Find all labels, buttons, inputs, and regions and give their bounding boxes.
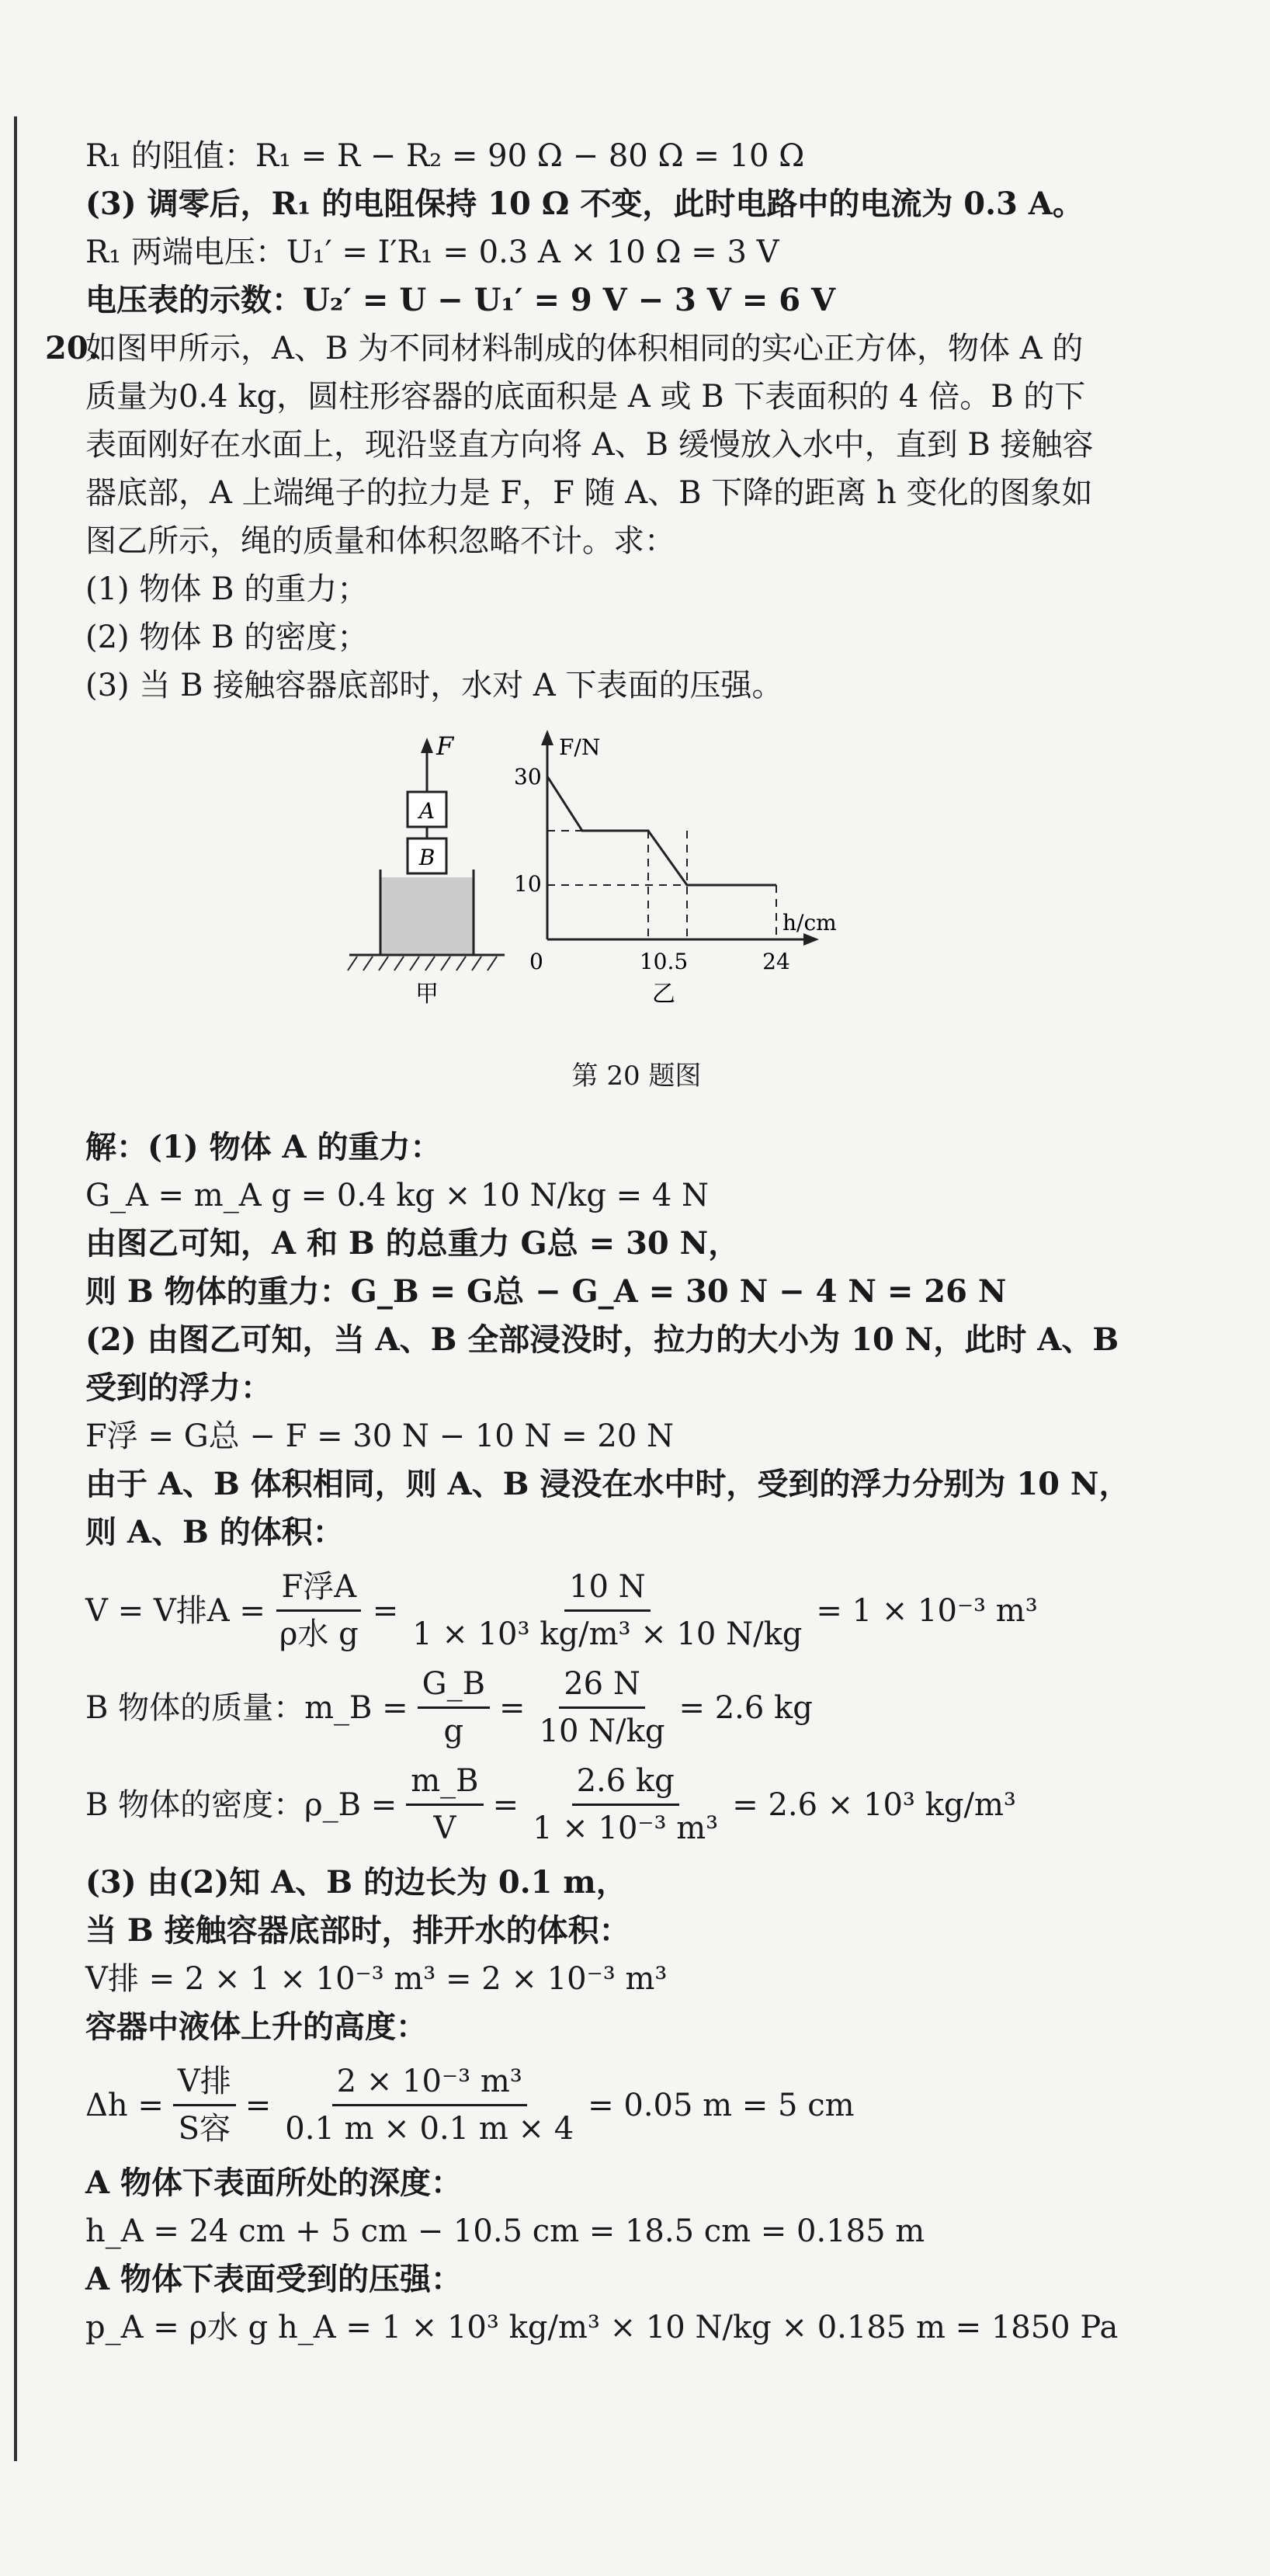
question-text-line: 图乙所示，绳的质量和体积忽略不计。求： bbox=[85, 523, 675, 559]
denominator: V bbox=[433, 1810, 456, 1846]
equation-volume bbox=[85, 1567, 1188, 1654]
solution-line: 解：(1) 物体 A 的重力： bbox=[85, 1129, 442, 1165]
arrow-up-icon bbox=[421, 738, 433, 753]
y-tick-label: 30 bbox=[514, 764, 542, 790]
x-tick-label: 10.5 bbox=[639, 949, 689, 974]
numerator: 2 × 10⁻³ m³ bbox=[332, 2062, 527, 2106]
solution-line: A 物体下表面所处的深度： bbox=[85, 2165, 462, 2201]
numerator: G_B bbox=[418, 1665, 490, 1709]
eq-rhs: = 0.05 m = 5 cm bbox=[588, 2087, 855, 2123]
series-line-group bbox=[547, 776, 776, 885]
force-height-chart bbox=[514, 730, 837, 1008]
denominator: 0.1 m × 0.1 m × 4 bbox=[285, 2111, 574, 2147]
x-axis-label: h/cm bbox=[782, 910, 837, 936]
force-label: F bbox=[436, 731, 454, 761]
water bbox=[380, 877, 474, 955]
equation-mass bbox=[85, 1665, 1188, 1751]
eq-mid: = bbox=[372, 1592, 399, 1629]
answer-line: 电压表的示数：U₂′ = U − U₁′ = 9 V − 3 V = 6 V bbox=[85, 282, 835, 318]
fraction bbox=[280, 2062, 578, 2148]
figure-svg bbox=[85, 722, 1188, 1048]
x-tick-label: 0 bbox=[529, 949, 543, 974]
denominator: 10 N/kg bbox=[539, 1713, 665, 1749]
figure-caption: 第 20 题图 bbox=[571, 1061, 702, 1092]
question-text-line: 如图甲所示，A、B 为不同材料制成的体积相同的实心正方体，物体 A 的 bbox=[85, 331, 1084, 366]
question-text-line: 器底部，A 上端绳子的拉力是 F，F 随 A、B 下降的距离 h 变化的图象如 bbox=[85, 475, 1093, 511]
container-diagram bbox=[348, 731, 505, 1008]
question-text-line: (2) 物体 B 的密度； bbox=[85, 620, 369, 655]
solution-line: 由于 A、B 体积相同，则 A、B 浸没在水中时，受到的浮力分别为 10 N， bbox=[85, 1466, 1130, 1502]
answer-line: (3) 调零后，R₁ 的电阻保持 10 Ω 不变，此时电路中的电流为 0.3 A。 bbox=[85, 186, 1084, 222]
solution-line: p_A = ρ水 g h_A = 1 × 10³ kg/m³ × 10 N/kg × 0.185 m = 1850 Pa bbox=[85, 2310, 1119, 2345]
jia-label: 甲 bbox=[415, 981, 439, 1008]
question-text-line: (1) 物体 B 的重力； bbox=[85, 571, 369, 607]
fraction bbox=[528, 1762, 723, 1848]
yi-label: 乙 bbox=[652, 981, 675, 1008]
eq-rhs: = 2.6 × 10³ kg/m³ bbox=[732, 1786, 1016, 1823]
denominator: ρ水 g bbox=[279, 1616, 359, 1652]
numerator: m_B bbox=[406, 1762, 483, 1806]
solution-line: 容器中液体上升的高度： bbox=[85, 2008, 427, 2045]
eq-lhs: Δh = bbox=[85, 2087, 164, 2123]
question-text-line: 质量为0.4 kg，圆柱形容器的底面积是 A 或 B 下表面积的 4 倍。B 的下 bbox=[85, 379, 1086, 415]
fraction bbox=[275, 1567, 363, 1654]
denominator: 1 × 10⁻³ m³ bbox=[533, 1810, 719, 1846]
fraction bbox=[535, 1665, 670, 1751]
solution-line: V排 = 2 × 1 × 10⁻³ m³ = 2 × 10⁻³ m³ bbox=[85, 1961, 668, 1997]
fraction bbox=[173, 2062, 236, 2148]
solution-line: (3) 由(2)知 A、B 的边长为 0.1 m， bbox=[85, 1864, 627, 1901]
solution-line: 当 B 接触容器底部时，排开水的体积： bbox=[85, 1912, 630, 1949]
denominator: g bbox=[443, 1713, 464, 1749]
eq-lhs: B 物体的密度：ρ_B = bbox=[85, 1786, 397, 1823]
y-axis-label: F/N bbox=[559, 734, 601, 760]
solution-line: (2) 由图乙可知，当 A、B 全部浸没时，拉力的大小为 10 N，此时 A、B bbox=[85, 1321, 1119, 1358]
eq-mid: = bbox=[499, 1689, 526, 1726]
eq-mid: = bbox=[492, 1786, 519, 1823]
eq-rhs: = 1 × 10⁻³ m³ bbox=[816, 1592, 1038, 1629]
solution-line: F浮 = G总 − F = 30 N − 10 N = 20 N bbox=[85, 1418, 675, 1454]
equation-density bbox=[85, 1762, 1188, 1848]
numerator: 2.6 kg bbox=[572, 1762, 679, 1806]
denominator: 1 × 10³ kg/m³ × 10 N/kg bbox=[412, 1616, 803, 1652]
solution-line: 则 A、B 的体积： bbox=[85, 1514, 344, 1550]
numerator: V排 bbox=[173, 2062, 236, 2106]
block-b-label: B bbox=[418, 845, 435, 870]
page-margin-rule bbox=[14, 116, 17, 2461]
eq-mid: = bbox=[245, 2087, 272, 2123]
question-number: 20. bbox=[45, 330, 99, 366]
numerator: 10 N bbox=[564, 1567, 651, 1612]
denominator: S容 bbox=[178, 2111, 231, 2147]
numerator: 26 N bbox=[559, 1665, 645, 1709]
question-text-line: 表面刚好在水面上，现沿竖直方向将 A、B 缓慢放入水中，直到 B 接触容 bbox=[85, 427, 1094, 463]
solution-line: A 物体下表面受到的压强： bbox=[85, 2261, 462, 2297]
fraction bbox=[406, 1762, 483, 1848]
question-20 bbox=[45, 325, 1188, 710]
solution-line: h_A = 24 cm + 5 cm − 10.5 cm = 18.5 cm = 0.185 m bbox=[85, 2213, 925, 2249]
solution-line: 则 B 物体的重力：G_B = G总 − G_A = 30 N − 4 N = 26 N bbox=[85, 1273, 1007, 1310]
equation-height-rise bbox=[85, 2062, 1188, 2148]
solution-block bbox=[85, 1123, 1188, 2352]
eq-lhs: B 物体的质量：m_B = bbox=[85, 1689, 408, 1726]
numerator: F浮A bbox=[276, 1567, 361, 1612]
series-line bbox=[547, 776, 776, 885]
page-content bbox=[45, 132, 1188, 2352]
question-text-line: (3) 当 B 接触容器底部时，水对 A 下表面的压强。 bbox=[85, 668, 783, 703]
fraction bbox=[408, 1567, 807, 1654]
eq-rhs: = 2.6 kg bbox=[678, 1689, 813, 1726]
ground-hatch bbox=[348, 956, 497, 970]
y-tick-label: 10 bbox=[514, 871, 542, 897]
previous-answer-block bbox=[85, 132, 1188, 325]
y-axis-arrow-icon bbox=[541, 730, 553, 745]
answer-line: R₁ 的阻值：R₁ = R − R₂ = 90 Ω − 80 Ω = 10 Ω bbox=[85, 138, 805, 174]
solution-line: G_A = m_A g = 0.4 kg × 10 N/kg = 4 N bbox=[85, 1178, 710, 1213]
fraction bbox=[418, 1665, 490, 1751]
eq-lhs: V = V排A = bbox=[85, 1592, 265, 1629]
block-a-label: A bbox=[418, 798, 435, 824]
answer-line: R₁ 两端电压：U₁′ = I′R₁ = 0.3 A × 10 Ω = 3 V bbox=[85, 234, 779, 270]
solution-line: 由图乙可知，A 和 B 的总重力 G总 = 30 N， bbox=[85, 1225, 740, 1262]
figure-20 bbox=[85, 722, 1188, 1048]
x-tick-label: 24 bbox=[762, 949, 790, 974]
solution-line: 受到的浮力： bbox=[85, 1370, 272, 1406]
